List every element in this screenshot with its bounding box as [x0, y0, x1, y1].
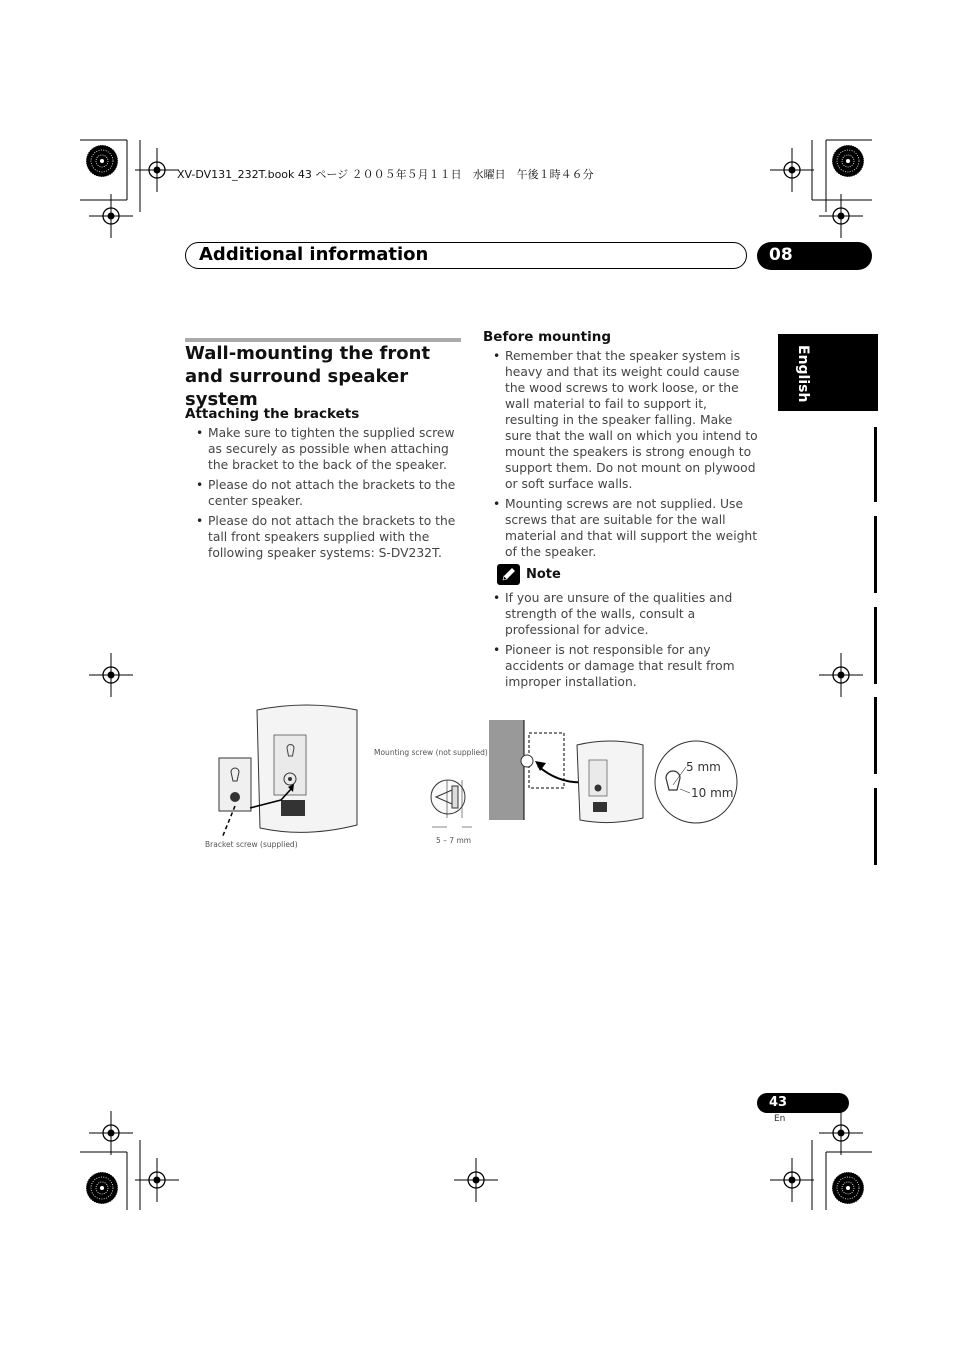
chapter-number: 08 — [769, 245, 793, 265]
list-item: • Pioneer is not responsible for any accidents or damage that result from improper installation. — [492, 642, 758, 690]
note-label: Note — [526, 567, 561, 582]
list-item: • Remember that the speaker system is heavy and that its weight could cause the wood screws to work loose, or the wall material to fail to support it, resulting in the speaker falling. Make sure that the wall on which you intend to mount the speakers is strong enough to support them. Do not mount on plywood or soft surface walls. — [492, 348, 758, 492]
attaching-heading: Attaching the brackets — [185, 406, 360, 422]
section-title: Wall-mounting the front and surround speaker system — [185, 343, 431, 410]
mounting-screw-caption: Mounting screw (not supplied) — [374, 748, 488, 757]
speaker-right-drawing — [577, 741, 737, 823]
gap-dimension: 5 – 7 mm — [436, 836, 472, 845]
list-item: • Please do not attach the brackets to the center speaker. — [195, 477, 461, 509]
before-mounting-heading: Before mounting — [483, 329, 612, 345]
page-title: Additional information — [199, 244, 429, 265]
dimension-10mm: 10 mm — [691, 786, 734, 800]
list-item: • Make sure to tighten the supplied screw as securely as possible when attaching the bracket to the back of the speaker. — [195, 425, 461, 473]
wall-drawing — [489, 720, 588, 820]
list-item: • Please do not attach the brackets to the tall front speakers supplied with the following speaker systems: S-DV232T. — [195, 513, 461, 561]
print-info: XV-DV131_232T.book 43 ページ ２００５年５月１１日 水曜日 午後１時４６分 — [177, 168, 594, 181]
list-item: • If you are unsure of the qualities and strength of the walls, consult a professional for advice. — [492, 590, 758, 638]
page-number: 43 — [769, 1095, 788, 1110]
bracket-screw-caption: Bracket screw (supplied) — [205, 840, 298, 849]
language-tab-label: English — [795, 345, 811, 403]
mounting-screw-drawing — [431, 780, 472, 827]
list-item: • Mounting screws are not supplied. Use screws that are suitable for the wall material and that will support the weight of the speaker. — [492, 496, 758, 560]
dimension-5mm: 5 mm — [686, 760, 721, 774]
page-language: En — [774, 1114, 786, 1124]
speaker-back-drawing — [257, 705, 357, 832]
